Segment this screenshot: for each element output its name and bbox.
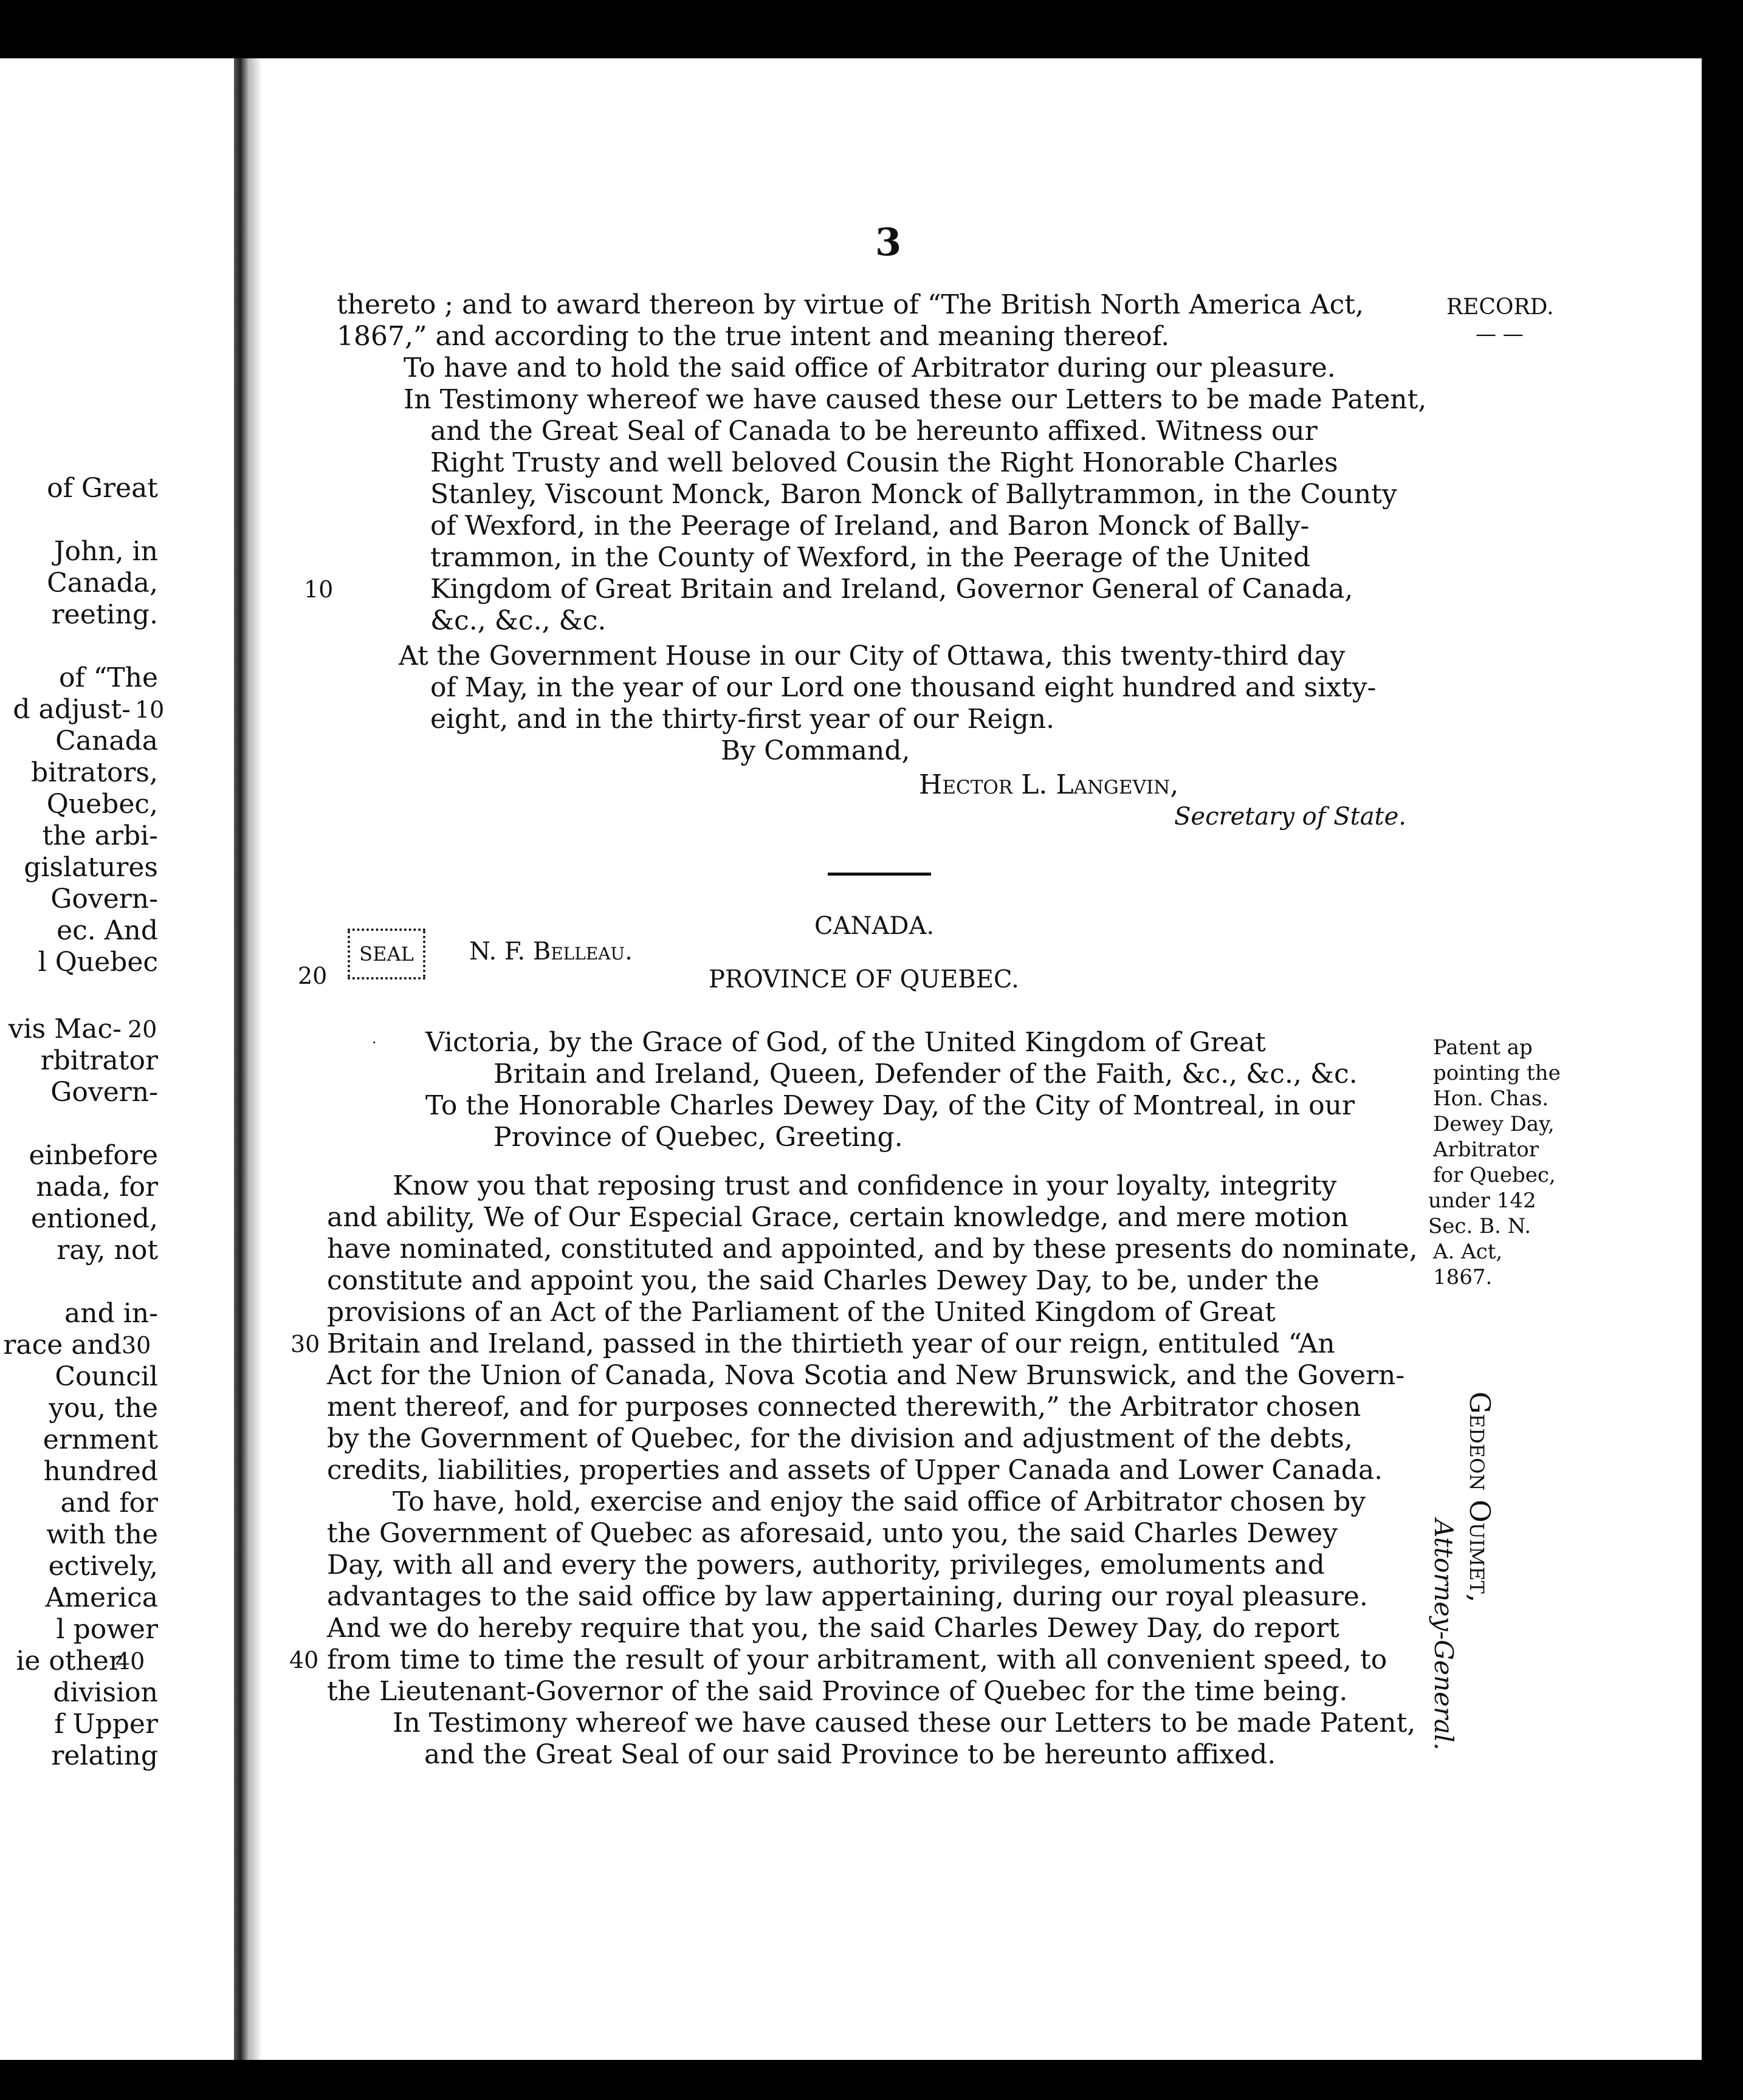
- left-fragment: ec. And: [57, 915, 158, 946]
- text-line: of May, in the year of our Lord one thousand eight hundred and sixty-: [430, 672, 1377, 703]
- text-line: of Wexford, in the Peerage of Ireland, and Baron Monck of Bally-: [430, 510, 1310, 541]
- text-line: &c., &c., &c.: [430, 605, 607, 636]
- left-fragment: you, the: [49, 1393, 158, 1424]
- margin-note-line: Arbitrator: [1433, 1138, 1539, 1162]
- margin-note-line: Sec. B. N.: [1428, 1214, 1532, 1238]
- left-fragment: John, in: [53, 536, 158, 567]
- text-line: and the Great Seal of Canada to be hereunto affixed. Witness our: [430, 416, 1318, 447]
- text-line: To have, hold, exercise and enjoy the said office of Arbitrator chosen by: [393, 1486, 1366, 1517]
- seal-name: N. F. Belleau.: [469, 938, 633, 966]
- left-fragment: race and: [3, 1330, 122, 1361]
- left-fragment: the arbi-: [42, 820, 158, 851]
- left-fragment: l power: [56, 1614, 158, 1645]
- left-fragment: Canada: [55, 726, 158, 757]
- left-fragment: l Quebec: [38, 947, 158, 978]
- left-fragment: Quebec,: [46, 789, 158, 820]
- seal-mark: SEAL: [348, 928, 425, 980]
- left-fragment: of “The: [59, 662, 158, 693]
- left-fragment: relating: [51, 1740, 158, 1771]
- text-line: Province of Quebec, Greeting.: [493, 1122, 903, 1153]
- text-line: Know you that reposing trust and confidence in your loyalty, integrity: [393, 1170, 1337, 1201]
- left-fragment: Council: [55, 1361, 158, 1392]
- text-line: have nominated, constituted and appointed, and by these presents do nominate,: [327, 1234, 1418, 1264]
- text-line: At the Government House in our City of Ottawa, this twenty-third day: [399, 640, 1346, 671]
- left-fragment: Govern-: [50, 884, 158, 914]
- margin-note-line: Hon. Chas.: [1433, 1086, 1549, 1111]
- left-fragment: of Great: [47, 473, 158, 504]
- left-fragment: rbitrator: [40, 1045, 158, 1076]
- left-fragment: hundred: [43, 1456, 158, 1487]
- record-dash: — —: [1476, 322, 1524, 346]
- text-line: eight, and in the thirty-first year of our Reign.: [430, 704, 1055, 735]
- text-line: Victoria, by the Grace of God, of the United Kingdom of Great: [425, 1027, 1266, 1058]
- text-line: Day, with all and every the powers, authority, privileges, emoluments and: [327, 1549, 1325, 1580]
- left-fragment: ectively,: [48, 1551, 158, 1582]
- margin-note-line: A. Act,: [1433, 1240, 1503, 1264]
- text-line: Britain and Ireland, passed in the thirtieth year of our reign, entituled “An: [327, 1328, 1335, 1359]
- left-fragment: Govern-: [50, 1077, 158, 1108]
- text-line: To have and to hold the said office of Arbitrator during our pleasure.: [404, 352, 1336, 383]
- text-line: the Lieutenant-Governor of the said Province of Quebec for the time being.: [327, 1676, 1348, 1707]
- left-fragment: division: [53, 1677, 158, 1708]
- left-fragment: Canada,: [47, 568, 158, 599]
- left-line-number: 30: [122, 1332, 151, 1359]
- margin-note-line: for Quebec,: [1433, 1163, 1556, 1187]
- text-line: 1867,” and according to the true intent and meaning thereof.: [337, 321, 1170, 352]
- left-fragment: with the: [46, 1519, 158, 1550]
- text-line: the Government of Quebec as aforesaid, unto you, the said Charles Dewey: [327, 1518, 1338, 1549]
- text-line: Kingdom of Great Britain and Ireland, Governor General of Canada,: [430, 574, 1353, 605]
- left-fragment: gislatures: [24, 852, 158, 883]
- line-number: 10: [304, 576, 334, 603]
- text-line: and ability, We of Our Especial Grace, certain knowledge, and mere motion: [327, 1202, 1349, 1233]
- section-divider: [828, 873, 931, 876]
- heading-province: PROVINCE OF QUEBEC.: [709, 966, 1019, 993]
- record-label: RECORD.: [1446, 295, 1554, 320]
- left-line-number: 40: [115, 1648, 145, 1675]
- left-fragment: and for: [60, 1487, 158, 1518]
- text-line: Right Trusty and well beloved Cousin the Right Honorable Charles: [430, 447, 1338, 478]
- left-fragment: nada, for: [36, 1172, 158, 1203]
- text-line: Britain and Ireland, Queen, Defender of the Faith, &c., &c., &c.: [493, 1059, 1358, 1089]
- left-line-number: 10: [135, 696, 165, 723]
- text-line: provisions of an Act of the Parliament of the United Kingdom of Great: [327, 1297, 1276, 1328]
- signer-name: Hector L. Langevin,: [919, 769, 1179, 800]
- scan-border-top: [0, 0, 1743, 58]
- text-line: In Testimony whereof we have caused these our Letters to be made Patent,: [393, 1707, 1416, 1738]
- text-line: by the Government of Quebec, for the division and adjustment of the debts,: [327, 1423, 1353, 1454]
- left-line-number: 20: [128, 1016, 157, 1043]
- text-line: from time to time the result of your arbitrament, with all convenient speed, to: [327, 1644, 1387, 1675]
- left-fragment: ernment: [43, 1424, 158, 1455]
- left-fragment: reeting.: [51, 599, 158, 630]
- text-line: advantages to the said office by law appertaining, during our royal pleasure.: [327, 1581, 1368, 1612]
- text-line: credits, liabilities, properties and assets of Upper Canada and Lower Canada.: [327, 1455, 1383, 1486]
- margin-note-line: under 142: [1428, 1189, 1536, 1213]
- by-command: By Command,: [721, 735, 910, 766]
- text-line: And we do hereby require that you, the said Charles Dewey Day, do report: [327, 1613, 1339, 1644]
- left-fragment: ie other: [16, 1645, 122, 1676]
- line-number: 30: [290, 1331, 320, 1357]
- page-number: 3: [875, 220, 902, 264]
- text-line: ment thereof, and for purposes connected therewith,” the Arbitrator chosen: [327, 1391, 1361, 1422]
- page-edge: [250, 58, 262, 2060]
- scan-border-bottom: [0, 2060, 1743, 2100]
- left-fragment: bitrators,: [31, 757, 158, 788]
- margin-note-line: Patent ap: [1433, 1035, 1533, 1060]
- text-line: and the Great Seal of our said Province to be hereunto affixed.: [424, 1739, 1276, 1770]
- left-fragment: einbefore: [29, 1140, 158, 1171]
- text-line: constitute and appoint you, the said Charles Dewey Day, to be, under the: [327, 1265, 1319, 1296]
- text-line: In Testimony whereof we have caused these our Letters to be made Patent,: [404, 384, 1427, 415]
- line-number: 20: [298, 962, 328, 989]
- left-fragment: vis Mac-: [8, 1014, 122, 1045]
- book-gutter: [234, 58, 250, 2060]
- scan-border-right: [1702, 0, 1743, 2100]
- heading-canada: CANADA.: [814, 912, 935, 940]
- text-line: To the Honorable Charles Dewey Day, of the City of Montreal, in our: [425, 1090, 1355, 1121]
- margin-note-line: pointing the: [1433, 1061, 1561, 1085]
- left-fragment: f Upper: [54, 1709, 158, 1740]
- signer-title: Secretary of State.: [1174, 803, 1407, 831]
- left-fragment: ray, not: [57, 1235, 158, 1266]
- text-line: trammon, in the County of Wexford, in the Peerage of the United: [430, 542, 1310, 573]
- left-fragment: and in-: [64, 1298, 158, 1329]
- left-fragment: entioned,: [30, 1203, 158, 1234]
- margin-note-line: Dewey Day,: [1433, 1112, 1555, 1136]
- text-line: Stanley, Viscount Monck, Baron Monck of Ballytrammon, in the County: [430, 479, 1397, 510]
- vertical-signature-title: Attorney-General.: [1429, 1519, 1459, 1751]
- text-line: Act for the Union of Canada, Nova Scotia and New Brunswick, and the Govern-: [327, 1360, 1405, 1391]
- stray-mark: ·: [372, 1034, 377, 1051]
- left-fragment: d adjust-: [13, 694, 131, 725]
- left-fragment: America: [45, 1582, 158, 1613]
- vertical-signature-name: Gedeon Ouimet,: [1463, 1391, 1496, 1603]
- line-number: 40: [289, 1647, 319, 1673]
- margin-note-line: 1867.: [1433, 1265, 1493, 1289]
- text-line: thereto ; and to award thereon by virtue of “The British North America Act,: [337, 289, 1364, 320]
